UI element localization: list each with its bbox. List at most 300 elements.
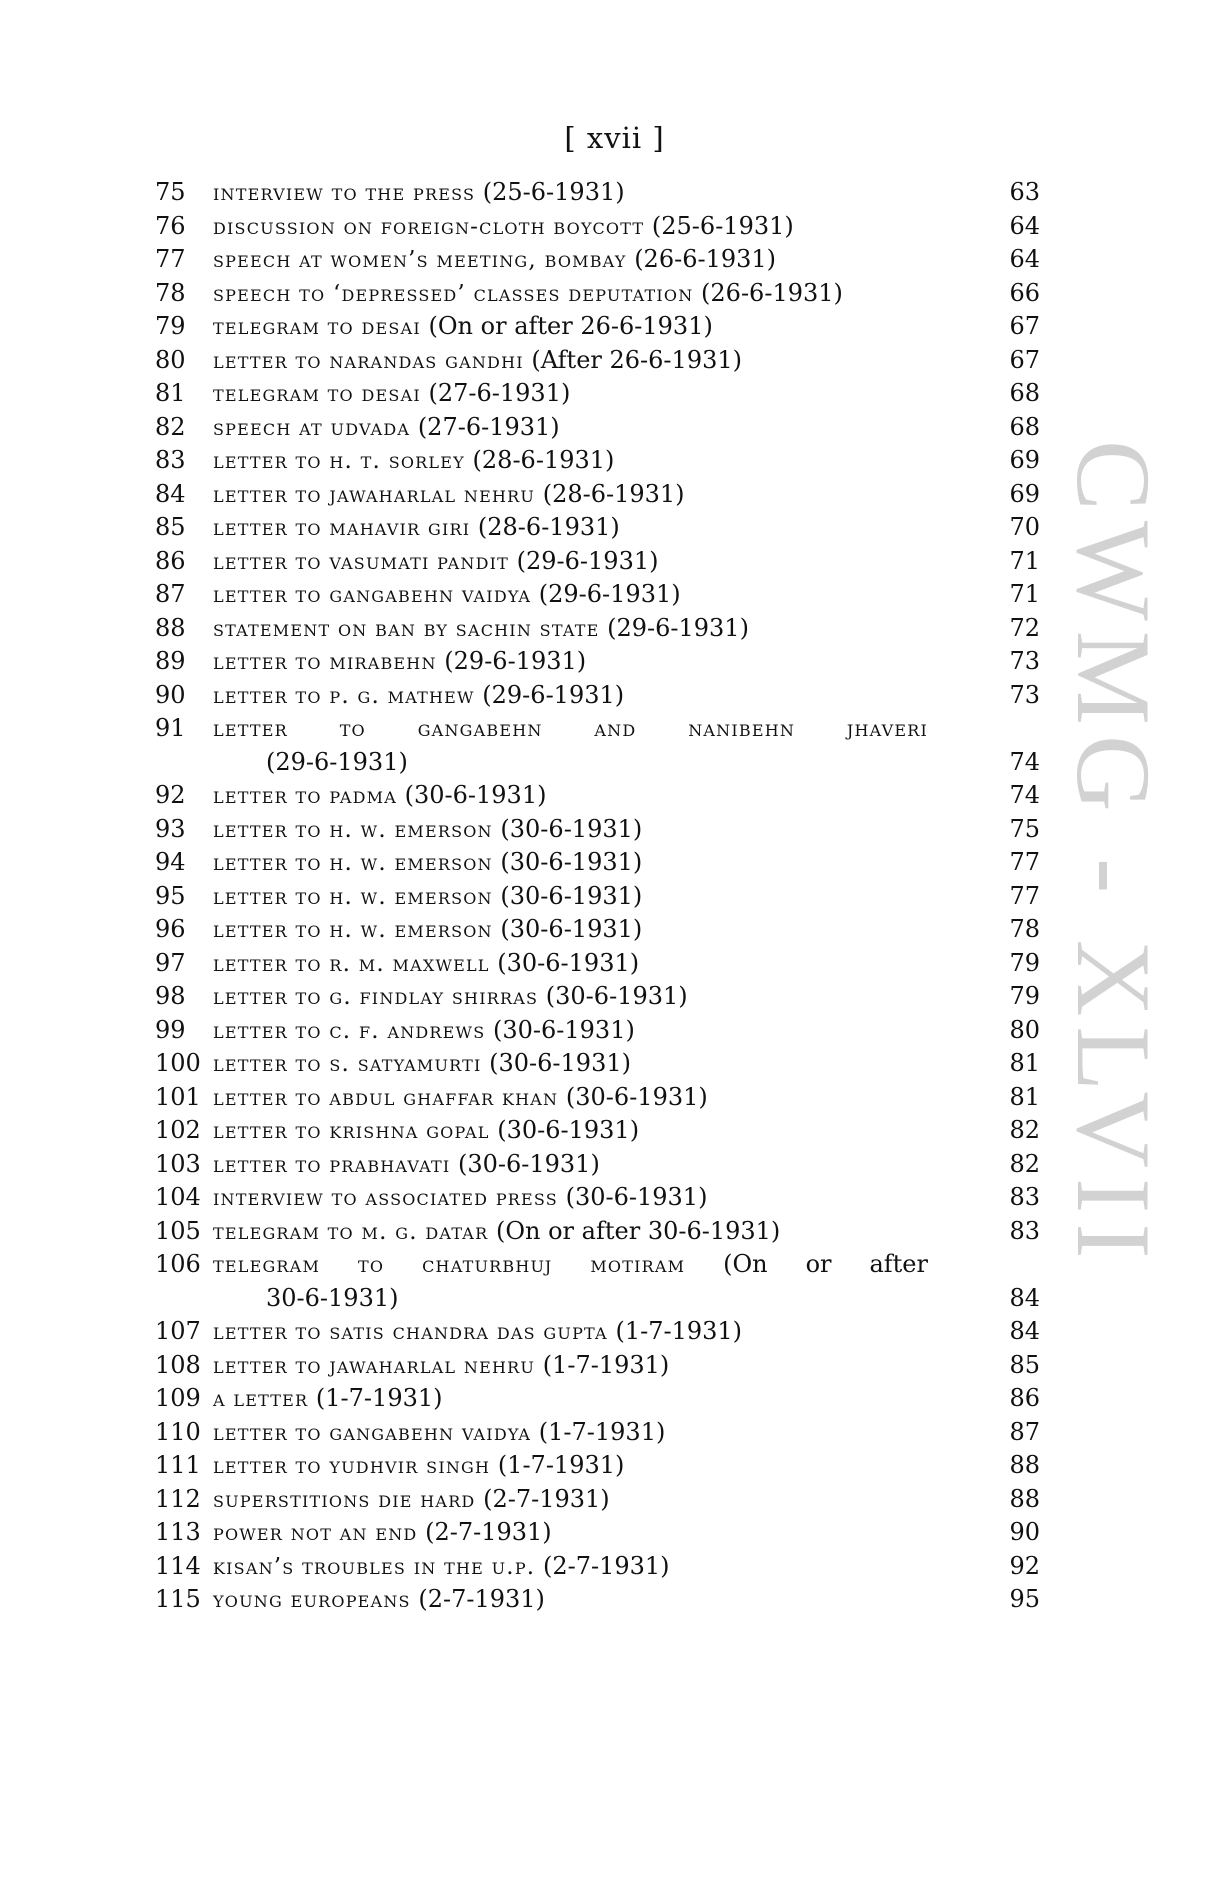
entry-title-word: sorley	[388, 448, 465, 474]
entry-number: 79	[155, 312, 186, 340]
entry-title-word: meeting,	[436, 247, 537, 273]
entry-title-word: to	[299, 280, 326, 307]
entry-title-word: letter	[213, 883, 288, 910]
entry-title-word: emerson	[394, 850, 493, 876]
entry-title-word: letter	[213, 682, 288, 709]
entry-title-word: speech	[213, 280, 292, 307]
entry-title-word: letter	[213, 448, 288, 474]
entry-title-word: andrews	[387, 1017, 486, 1044]
entry-number: 110	[155, 1417, 201, 1446]
entry-title-word: to	[295, 548, 322, 575]
entry-page-number: 67	[1009, 312, 1040, 340]
entry-title-word: w.	[360, 816, 387, 843]
entry-title-word: to	[295, 1051, 322, 1077]
entry-number: 112	[155, 1484, 201, 1513]
entry-date-word: (28-6-1931)	[477, 513, 620, 541]
entry-date-word: (30-6-1931)	[489, 1049, 631, 1077]
entry-page-number: 84	[1009, 1283, 1040, 1312]
entry-title-word: findlay	[359, 984, 445, 1010]
entry-title-word: f.	[358, 1017, 380, 1044]
entry-title-line	[213, 645, 928, 680]
entry-number: 100	[155, 1049, 201, 1077]
entry-title-word: letter	[213, 816, 288, 843]
entry-title-word: mirabehn	[329, 649, 437, 675]
entry-page-number: 81	[1009, 1082, 1040, 1111]
entry-title-line	[213, 511, 928, 546]
entry-page-number: 68	[1009, 379, 1040, 407]
entry-date-word: (28-6-1931)	[542, 479, 685, 508]
entry-page-number: 88	[1009, 1484, 1040, 1513]
entry-title-word: bombay	[544, 247, 627, 273]
entry-title-word: to	[339, 716, 366, 742]
entry-title-word: to	[295, 1118, 322, 1144]
entry-date-word: (26-6-1931)	[701, 278, 843, 307]
entry-number: 93	[155, 814, 186, 843]
entry-title-word: t.	[360, 448, 382, 474]
entry-page-number: 71	[1009, 580, 1040, 608]
entry-title-line	[213, 210, 928, 245]
entry-title-word: letter	[213, 347, 288, 374]
entry-title-line	[213, 1081, 928, 1116]
entry-number: 108	[155, 1350, 201, 1379]
entry-title-word: interview	[213, 180, 324, 206]
entry-date-word: (26-6-1931)	[634, 245, 777, 273]
entry-title-line	[213, 612, 928, 647]
entry-number: 90	[155, 680, 186, 709]
entry-title-word: ‘depressed’	[332, 280, 466, 307]
entry-title-word: pandit	[437, 548, 509, 575]
entry-number: 109	[155, 1384, 201, 1412]
entry-title-word: classes	[473, 280, 561, 307]
entry-page-number: 67	[1009, 345, 1040, 374]
entry-date-word: (30-6-1931)	[457, 1149, 600, 1178]
entry-title-word: speech	[213, 247, 292, 273]
entry-title-word: to	[295, 1419, 322, 1446]
entry-title-word: h.	[329, 917, 354, 943]
entry-title-word: mathew	[387, 682, 475, 709]
entry-date-word: (27-6-1931)	[428, 379, 571, 407]
entry-title-word: on	[343, 213, 374, 240]
entry-title-word: at	[299, 414, 323, 441]
entry-title-word: g.	[329, 984, 352, 1010]
entry-title-word: to	[327, 1218, 354, 1245]
entry-title-word: superstitions	[213, 1486, 371, 1513]
entry-page-number: 80	[1009, 1015, 1040, 1044]
entry-title-word: h.	[329, 816, 354, 843]
entry-page-number: 81	[1009, 1049, 1040, 1077]
entry-number: 92	[155, 781, 186, 809]
entry-title-word: letter	[213, 481, 288, 508]
entry-title-word: ban	[375, 615, 417, 642]
entry-page-number: 90	[1009, 1518, 1040, 1546]
entry-number: 113	[155, 1518, 201, 1546]
entry-title-word: to	[357, 1252, 385, 1278]
entry-title-line	[213, 779, 928, 814]
entry-date: (29-6-1931)	[266, 747, 408, 776]
entry-title-word: jhaveri	[846, 716, 929, 742]
entry-title-word: letter	[213, 1084, 288, 1111]
entry-title-word: g.	[395, 1218, 418, 1245]
entry-page-number: 69	[1009, 479, 1040, 508]
entry-title-word: letter	[213, 1017, 288, 1044]
entry-title-word: to	[295, 1319, 322, 1345]
entry-page-number: 79	[1009, 982, 1040, 1010]
entry-title-line	[213, 1315, 928, 1350]
entry-title-word: desai	[361, 314, 421, 340]
entry-page-number: 77	[1009, 881, 1040, 910]
entry-date-word: (1-7-1931)	[615, 1317, 743, 1345]
entry-date-word: (After	[531, 345, 602, 374]
entry-title-word: gangabehn	[329, 1419, 455, 1446]
entry-title-line	[213, 1248, 928, 1283]
entry-title-line	[213, 1382, 928, 1417]
entry-title-word: to	[295, 1453, 322, 1479]
entry-date-word: (30-6-1931)	[493, 1015, 635, 1044]
entry-title-word: shirras	[451, 984, 539, 1010]
entry-date-word: (28-6-1931)	[472, 446, 615, 474]
entry-title-word: sachin	[455, 615, 533, 642]
entry-date-word: (30-6-1931)	[497, 1116, 640, 1144]
entry-title-word: letter	[213, 515, 288, 541]
entry-number: 85	[155, 513, 186, 541]
entry-page-number: 86	[1009, 1384, 1040, 1412]
entry-title-word: krishna	[329, 1118, 419, 1144]
entry-title-word: associated	[365, 1185, 489, 1211]
entry-number: 94	[155, 848, 186, 876]
entry-title-word: vaidya	[461, 582, 532, 608]
entry-title-word: narandas	[329, 347, 438, 374]
entry-number: 84	[155, 479, 186, 508]
entry-title-word: m.	[361, 1218, 388, 1245]
entry-date-word: (30-6-1931)	[545, 982, 688, 1010]
entry-page-number: 74	[1009, 781, 1040, 809]
entry-title-word: letter	[213, 1118, 288, 1144]
entry-title-word: to	[295, 816, 322, 843]
entry-date-word: 30-6-1931)	[647, 1216, 781, 1245]
entry-title-line	[213, 411, 928, 446]
entry-page-number: 82	[1009, 1116, 1040, 1144]
entry-title-word: mahavir	[329, 515, 421, 541]
entry-title-word: press	[495, 1185, 558, 1211]
entry-title-word: w.	[360, 883, 387, 910]
entry-title-line	[213, 679, 928, 714]
entry-date-word: (30-6-1931)	[500, 848, 643, 876]
entry-title-word: letter	[213, 649, 288, 675]
entry-title-word: telegram	[213, 314, 321, 340]
entry-date-word: (2-7-1931)	[425, 1518, 552, 1546]
entry-title-word: to	[295, 984, 322, 1010]
entry-title-word: emerson	[394, 917, 493, 943]
entry-title-word: jawaharlal	[329, 481, 457, 508]
entry-title-word: yudhvir	[329, 1453, 419, 1479]
entry-page-number: 79	[1009, 948, 1040, 977]
entry-title-word: letter	[213, 1352, 288, 1379]
entry-page-number: 78	[1009, 915, 1040, 943]
entry-date-word: 26-6-1931)	[609, 345, 742, 374]
entry-title-word: in	[413, 1553, 437, 1580]
entry-title-word: letter	[213, 783, 288, 809]
entry-title-word: letter	[233, 1386, 309, 1412]
entry-page-number: 87	[1009, 1417, 1040, 1446]
entry-title-line	[213, 1583, 928, 1618]
entry-date-word: (30-6-1931)	[565, 1183, 708, 1211]
entry-date-word: (29-6-1931)	[538, 580, 681, 608]
entry-page-number: 88	[1009, 1451, 1040, 1479]
entry-title-word: khan	[502, 1084, 559, 1111]
entry-number: 95	[155, 881, 186, 910]
entry-title-word: emerson	[394, 883, 493, 910]
entry-title-word: letter	[213, 984, 288, 1010]
entry-title-word: datar	[425, 1218, 489, 1245]
entry-title-word: nehru	[463, 1352, 536, 1379]
entry-date-word: (1-7-1931)	[538, 1417, 666, 1446]
entry-number: 115	[155, 1585, 201, 1613]
entry-title-word: emerson	[394, 816, 493, 843]
entry-page-number: 95	[1009, 1585, 1040, 1613]
entry-title-word: letter	[213, 582, 288, 608]
entry-title-line	[213, 1416, 928, 1451]
entry-title-word: r.	[329, 950, 352, 977]
entry-date-word: (1-7-1931)	[315, 1384, 443, 1412]
entry-title-word: vasumati	[329, 548, 430, 575]
entry-title-word: to	[295, 783, 322, 809]
entry-title-line	[213, 1148, 928, 1183]
entry-number: 86	[155, 546, 186, 575]
entry-number: 103	[155, 1149, 201, 1178]
entry-page-number: 64	[1009, 211, 1040, 240]
entry-title-word: w.	[360, 917, 387, 943]
entry-title-word: chaturbhuj	[422, 1252, 553, 1278]
entry-title-word: nehru	[463, 481, 536, 508]
entry-date-word: (2-7-1931)	[418, 1585, 545, 1613]
entry-title-word: telegram	[213, 1218, 321, 1245]
entry-date-word: (25-6-1931)	[482, 178, 625, 206]
entry-title-word: das	[496, 1319, 536, 1345]
entry-title-word: singh	[426, 1453, 491, 1479]
entry-page-number: 73	[1009, 680, 1040, 709]
entry-page-number: 70	[1009, 513, 1040, 541]
entry-title-line	[213, 980, 928, 1015]
entry-number: 99	[155, 1015, 186, 1044]
entry-date-word: (29-6-1931)	[444, 647, 587, 675]
entry-number: 105	[155, 1216, 201, 1245]
entry-page-number: 64	[1009, 245, 1040, 273]
entry-number: 82	[155, 412, 186, 441]
entry-page-number: 82	[1009, 1149, 1040, 1178]
entry-title-line	[213, 846, 928, 881]
entry-number: 87	[155, 580, 186, 608]
entry-title-word: letter	[213, 1051, 288, 1077]
entry-title-word: to	[295, 649, 322, 675]
entry-title-word: to	[295, 950, 322, 977]
entry-title-line	[213, 1550, 928, 1585]
entry-date-word: after	[514, 312, 573, 340]
entry-page-number: 75	[1009, 814, 1040, 843]
entry-date-word: after	[869, 1250, 928, 1278]
entry-title-word: h.	[329, 850, 354, 876]
entry-title-word: gangabehn	[417, 716, 543, 742]
entry-title-word: p.	[329, 682, 350, 709]
entry-date-word: or	[805, 1250, 832, 1278]
entry-title-word: europeans	[290, 1587, 411, 1613]
entry-date-word: (30-6-1931)	[404, 781, 547, 809]
entry-page-number: 63	[1009, 178, 1040, 206]
entry-title-word: to	[295, 1084, 322, 1111]
entry-title-word: telegram	[213, 381, 321, 407]
entry-number: 88	[155, 613, 186, 642]
entry-title-word: prabhavati	[329, 1151, 451, 1178]
entry-title-line	[213, 578, 928, 613]
entry-title-word: young	[213, 1587, 283, 1613]
entry-title-word: letter	[213, 1453, 288, 1479]
entry-date-word: (2-7-1931)	[483, 1484, 610, 1513]
entry-title-word: end	[375, 1520, 418, 1546]
entry-title-word: gangabehn	[329, 582, 455, 608]
entry-title-line	[213, 377, 928, 412]
entry-number: 81	[155, 379, 186, 407]
entry-title-word: satyamurti	[357, 1051, 482, 1077]
entry-title-word: to	[331, 180, 358, 206]
entry-title-word: die	[378, 1486, 413, 1513]
entry-number: 75	[155, 178, 186, 206]
entry-title-word: the	[365, 180, 406, 206]
entry-title-word: motiram	[590, 1252, 686, 1278]
entry-title-word: to	[327, 381, 354, 407]
entry-title-word: m.	[358, 950, 385, 977]
entry-page-number: 83	[1009, 1216, 1040, 1245]
entry-title-word: an	[339, 1520, 368, 1546]
entry-title-line	[213, 712, 928, 747]
entry-title-word: to	[295, 582, 322, 608]
entry-date-word: after	[581, 1216, 641, 1245]
entry-page-number: 92	[1009, 1551, 1040, 1580]
entry-title-word: gandhi	[445, 347, 524, 374]
entry-title-line	[213, 813, 928, 848]
entry-date-word: 26-6-1931)	[580, 312, 713, 340]
entry-title-word: to	[295, 1151, 322, 1178]
entry-title-word: discussion	[213, 213, 336, 240]
entry-title-word: statement	[213, 615, 331, 642]
entry-title-word: padma	[329, 783, 397, 809]
entry-title-line	[213, 1215, 928, 1250]
entry-title-word: h.	[329, 448, 354, 474]
entry-number: 104	[155, 1183, 201, 1211]
entry-page-number: 84	[1009, 1317, 1040, 1345]
entry-number: 106	[155, 1250, 201, 1278]
entry-title-word: c.	[329, 1017, 352, 1044]
entry-title-word: state	[539, 615, 600, 642]
entry-date-word: (30-6-1931)	[497, 948, 640, 977]
entry-title-word: not	[290, 1520, 333, 1546]
entry-title-word: nanibehn	[688, 716, 796, 742]
entry-date-word: (27-6-1931)	[417, 412, 560, 441]
entry-title-word: to	[295, 515, 322, 541]
entry-page-number: 66	[1009, 278, 1040, 307]
entry-title-line	[213, 1014, 928, 1049]
entry-number: 102	[155, 1116, 201, 1144]
entry-title-word: gupta	[543, 1319, 608, 1345]
entry-page-number: 68	[1009, 412, 1040, 441]
entry-number: 98	[155, 982, 186, 1010]
entry-title-line	[213, 880, 928, 915]
entry-date-word: (29-6-1931)	[482, 680, 625, 709]
entry-title-word: to	[331, 1185, 358, 1211]
entry-title-line	[213, 1181, 928, 1216]
entry-title-line	[213, 1449, 928, 1484]
entry-number: 89	[155, 647, 186, 675]
entry-number: 83	[155, 446, 186, 474]
entry-title-word: letter	[213, 1319, 288, 1345]
entry-date-continued: 30-6-1931)	[266, 1283, 399, 1312]
entry-title-word: jawaharlal	[329, 1352, 457, 1379]
entry-title-word: letter	[213, 917, 288, 943]
entry-date-word: (30-6-1931)	[500, 814, 643, 843]
entry-title-word: to	[295, 481, 322, 508]
entry-title-word: h.	[329, 883, 354, 910]
entry-title-word: s.	[329, 1051, 351, 1077]
entry-page-number: 77	[1009, 848, 1040, 876]
entry-title-word: letter	[213, 950, 288, 977]
entry-number: 91	[155, 714, 186, 742]
entry-date-word: (On	[495, 1216, 541, 1245]
entry-title-word: and	[594, 716, 637, 742]
entry-title-word: desai	[361, 381, 421, 407]
entry-title-word: by	[423, 615, 449, 642]
entry-title-word: women’s	[330, 247, 429, 273]
entry-title-word: interview	[213, 1185, 324, 1211]
entry-number: 76	[155, 211, 186, 240]
entry-page-number: 71	[1009, 546, 1040, 575]
entry-date-word: (30-6-1931)	[500, 915, 643, 943]
entry-title-word: to	[327, 314, 354, 340]
entry-title-word: letter	[213, 548, 288, 575]
entry-title-word: to	[295, 850, 322, 876]
entry-title-word: boycott	[553, 213, 645, 240]
entry-number: 97	[155, 948, 186, 977]
watermark: CWMG - XLVII	[1055, 440, 1172, 1269]
entry-date-word: (30-6-1931)	[500, 881, 643, 910]
entry-title-word: foreign-cloth	[380, 213, 546, 240]
entry-title-word: u.p.	[491, 1553, 536, 1580]
entry-title-word: to	[295, 1352, 322, 1379]
entry-date-word: (29-6-1931)	[516, 546, 659, 575]
entry-title-line	[213, 1349, 928, 1384]
entry-title-line	[213, 913, 928, 948]
entry-title-word: letter	[213, 1419, 288, 1446]
entry-title-word: to	[295, 448, 322, 474]
entry-title-word: letter	[213, 716, 288, 742]
entry-date-word: (2-7-1931)	[542, 1551, 670, 1580]
entry-title-word: letter	[213, 850, 288, 876]
entry-title-word: to	[295, 347, 322, 374]
entry-date-word: (1-7-1931)	[497, 1451, 625, 1479]
entry-date-word: (30-6-1931)	[565, 1082, 708, 1111]
entry-page-number: 83	[1009, 1183, 1040, 1211]
entry-title-word: w.	[360, 850, 387, 876]
entry-title-word: the	[444, 1553, 484, 1580]
entry-title-line	[213, 1114, 928, 1149]
entry-title-word: telegram	[213, 1252, 321, 1278]
entry-title-line	[213, 243, 928, 278]
entry-title-word: on	[337, 615, 368, 642]
entry-number: 78	[155, 278, 186, 307]
entry-title-line	[213, 344, 928, 379]
entry-title-word: to	[295, 1017, 322, 1044]
entry-title-word: hard	[420, 1486, 476, 1513]
entry-title-word: abdul	[329, 1084, 396, 1111]
entry-title-line	[213, 947, 928, 982]
entry-title-word: gopal	[426, 1118, 490, 1144]
